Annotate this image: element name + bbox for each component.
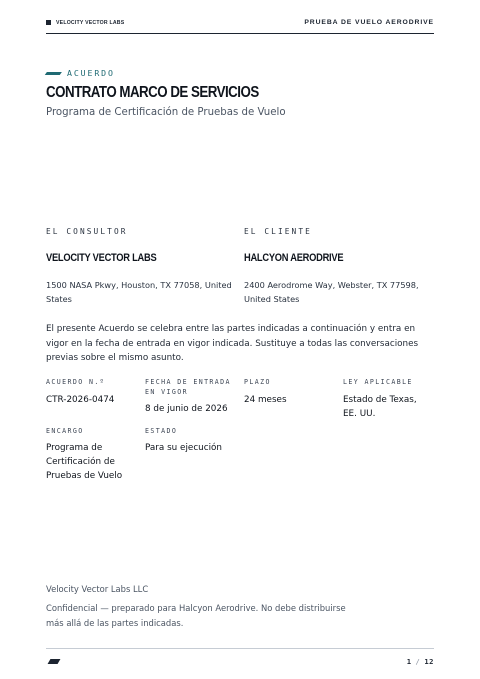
brand-square-icon xyxy=(46,20,51,25)
page-total: 12 xyxy=(424,656,434,666)
party-address: 1500 NASA Pkwy, Houston, TX 77058, United States xyxy=(46,280,232,304)
page-current: 1 xyxy=(406,656,412,666)
party-name: VELOCITY VECTOR LABS xyxy=(46,252,157,264)
document-subtitle: Programa de Certificación de Pruebas de Vuelo xyxy=(46,107,286,118)
term-label: ENCARGO xyxy=(46,426,84,435)
term-label: ACUERDO N.º xyxy=(46,378,106,386)
term-effective-date xyxy=(145,378,244,421)
document-title: CONTRATO MARCO DE SERVICIOS xyxy=(46,84,259,101)
page-number xyxy=(407,657,434,666)
page-separator: / xyxy=(415,656,421,666)
brand-name: VELOCITY VECTOR LABS xyxy=(56,19,125,26)
terms-grid xyxy=(46,378,434,483)
brand xyxy=(46,20,124,26)
company-name: Velocity Vector Labs LLC xyxy=(46,584,149,594)
confidentiality-notice: Confidencial — preparado para Halcyon Aerodrive. No debe distribuirse más allá de las partes indicadas. xyxy=(46,603,346,628)
term-label: FECHA DE ENTRADA EN VIGOR xyxy=(145,378,231,396)
term-governing-law xyxy=(343,378,434,421)
term-agreement-number xyxy=(46,378,145,421)
term-label: ESTADO xyxy=(145,426,178,435)
party-name: HALCYON AERODRIVE xyxy=(244,252,344,264)
term-label: LEY APLICABLE xyxy=(343,378,413,386)
accent-dash-icon xyxy=(45,72,62,75)
term-engagement xyxy=(46,427,145,484)
preamble-paragraph: El presente Acuerdo se celebra entre las partes indicadas a continuación y entra en vigor en la fecha de entrada en vigor indicada. Sustituye a todas las conversaciones previas sobre el mismo asunto. xyxy=(46,324,419,363)
party-role: EL CONSULTOR xyxy=(46,227,128,236)
term-value: Para su ejecución xyxy=(145,443,222,453)
term-value: CTR-2026-0474 xyxy=(46,394,115,405)
party-client xyxy=(244,227,434,306)
footer-logo-icon xyxy=(48,659,61,664)
section-eyebrow xyxy=(46,68,115,78)
term-label: PLAZO xyxy=(244,378,271,386)
term-status xyxy=(145,427,244,484)
document-label: PRUEBA DE VUELO AERODRIVE xyxy=(304,19,434,26)
party-consultant xyxy=(46,227,236,306)
term-value: 8 de junio de 2026 xyxy=(145,404,228,414)
page-footer xyxy=(46,648,434,673)
term-value: Estado de Texas, EE. UU. xyxy=(343,394,417,419)
term-value: Programa de Certificación de Pruebas de Vuelo xyxy=(46,443,123,481)
page-header xyxy=(46,14,434,34)
party-address: 2400 Aerodrome Way, Webster, TX 77598, United States xyxy=(244,280,419,304)
term-duration xyxy=(244,378,343,421)
party-role: EL CLIENTE xyxy=(244,227,312,236)
eyebrow-text: ACUERDO xyxy=(67,68,115,78)
term-value: 24 meses xyxy=(244,394,287,405)
